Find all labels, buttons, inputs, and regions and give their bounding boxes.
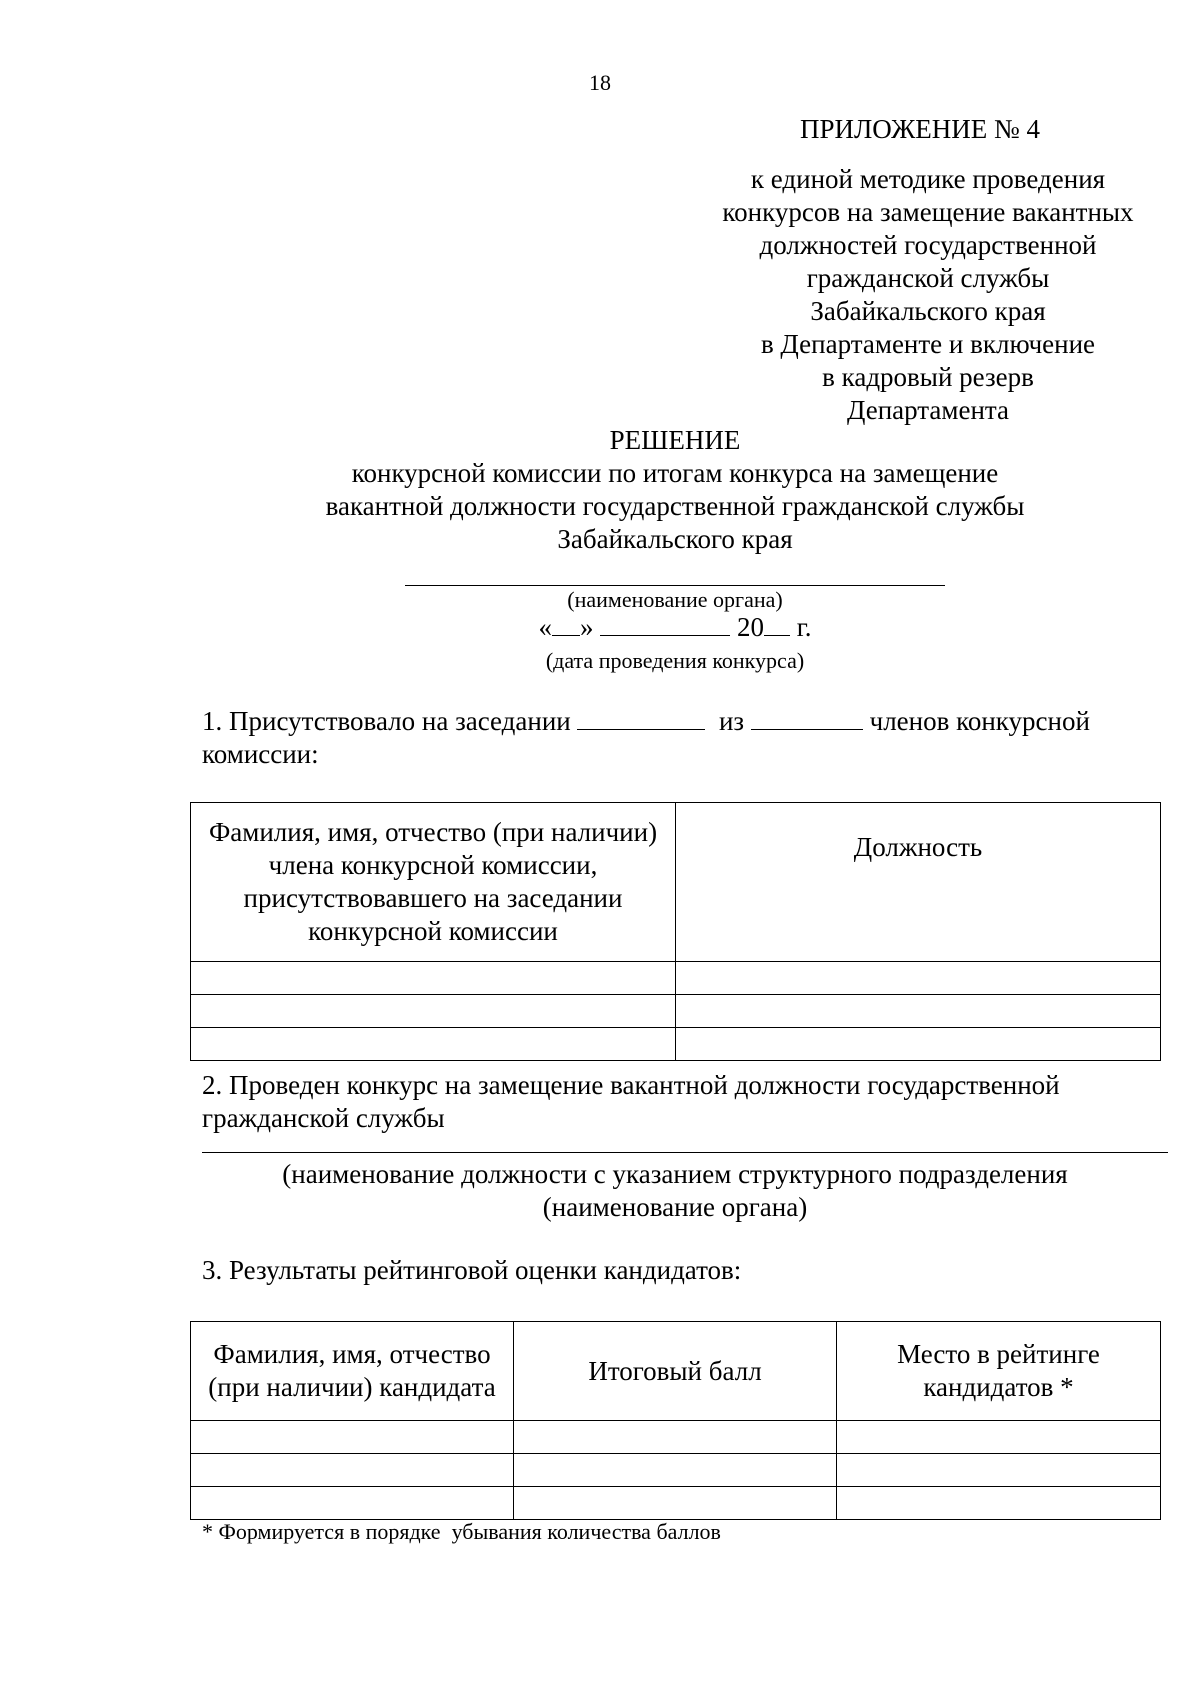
page-number: 18: [589, 70, 611, 95]
table-header-row: [191, 1322, 1161, 1421]
section-2-caption-2: (наименование органа): [542, 1192, 808, 1222]
table-cell[interactable]: [676, 1028, 1161, 1061]
appendix-line: к единой методике проведения: [750, 164, 1106, 194]
table-cell[interactable]: [514, 1421, 837, 1454]
total-count-blank: [751, 729, 863, 730]
table-row: [191, 1454, 1161, 1487]
section-2-caption: [0, 1158, 1200, 1224]
table-cell[interactable]: [514, 1454, 837, 1487]
month-blank: [600, 635, 730, 636]
table-cell[interactable]: [191, 1028, 676, 1061]
members-table: [190, 802, 1161, 1061]
table-cell[interactable]: [514, 1487, 837, 1520]
organ-name-line: [405, 585, 945, 586]
table-cell[interactable]: [676, 995, 1161, 1028]
appendix-title: ПРИЛОЖЕНИЕ № 4: [799, 114, 1041, 144]
decision-subtitle-line: конкурсной комиссии по итогам конкурса на замещение: [351, 458, 999, 488]
section-1-text: [202, 705, 1162, 771]
table-cell[interactable]: [676, 962, 1161, 995]
year-blank: [764, 635, 790, 636]
date-caption: (дата проведения конкурса): [545, 648, 805, 673]
year-suffix: г.: [789, 612, 812, 642]
decision-subtitle-line: Забайкальского края: [557, 524, 793, 554]
organ-caption: (наименование органа): [567, 587, 783, 612]
section-2-caption-1: (наименование должности с указанием структурного подразделения: [282, 1159, 1068, 1189]
section-1-text-c: членов конкурсной: [869, 706, 1090, 736]
section-1-text-d: комиссии:: [202, 739, 319, 769]
decision-subtitle-line: вакантной должности государственной гражданской службы: [325, 491, 1025, 521]
section-3-title: 3. Результаты рейтинговой оценки кандидатов:: [202, 1255, 742, 1285]
appendix-line: в Департаменте и включение: [760, 329, 1096, 359]
section-2-line-1: 2. Проведен конкурс на замещение вакантной должности государственной: [202, 1070, 1060, 1100]
rating-table: [190, 1321, 1161, 1520]
appendix-line: в кадровый резерв: [822, 362, 1034, 392]
table-row: [191, 1421, 1161, 1454]
year-prefix: 20: [736, 612, 764, 642]
candidate-name-header: Фамилия, имя, отчество (при наличии) кандидата: [191, 1322, 514, 1421]
table-cell[interactable]: [837, 1487, 1161, 1520]
appendix-line: Департамента: [846, 395, 1010, 425]
section-1-text-a: 1. Присутствовало на заседании: [202, 706, 571, 736]
table-cell[interactable]: [191, 1454, 514, 1487]
rating-place-header: Место в рейтинге кандидатов *: [837, 1322, 1161, 1421]
appendix-line: конкурсов на замещение вакантных: [722, 197, 1134, 227]
appendix-line: Забайкальского края: [810, 296, 1046, 326]
table-cell[interactable]: [191, 962, 676, 995]
table-cell[interactable]: [191, 995, 676, 1028]
present-count-blank: [577, 729, 705, 730]
date-close-quote: »: [579, 612, 594, 642]
table-cell[interactable]: [191, 1487, 514, 1520]
position-name-line: [202, 1152, 1168, 1153]
table-cell[interactable]: [191, 1421, 514, 1454]
section-1-text-b: из: [718, 706, 745, 736]
decision-title: РЕШЕНИЕ: [609, 425, 741, 455]
table-row: [191, 1028, 1161, 1061]
appendix-line: должностей государственной: [759, 230, 1097, 260]
table-header-row: [191, 803, 1161, 962]
decision-subtitle: [0, 457, 1200, 556]
section-2-text: [202, 1069, 1162, 1135]
position-header: Должность: [676, 803, 1161, 962]
table-row: [191, 1487, 1161, 1520]
table-row: [191, 962, 1161, 995]
table-row: [191, 995, 1161, 1028]
table-cell[interactable]: [837, 1454, 1161, 1487]
date-line: [0, 612, 1200, 643]
appendix-line: гражданской службы: [806, 263, 1050, 293]
footnote: * Формируется в порядке убывания количества баллов: [202, 1519, 721, 1544]
section-2-line-2: гражданской службы: [202, 1103, 445, 1133]
day-blank: [552, 635, 580, 636]
table-cell[interactable]: [837, 1421, 1161, 1454]
date-open-quote: «: [538, 612, 552, 642]
final-score-header: Итоговый балл: [514, 1322, 837, 1421]
member-name-header: Фамилия, имя, отчество (при наличии) члена конкурсной комиссии, присутствовавшего на заседании конкурсной комиссии: [191, 803, 676, 962]
appendix-reference: [688, 163, 1168, 427]
